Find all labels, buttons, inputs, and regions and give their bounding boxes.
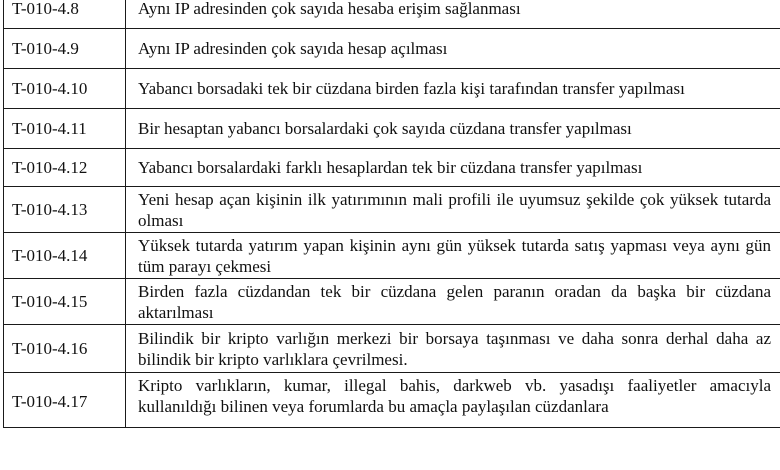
rule-code: T-010-4.11 — [4, 109, 126, 149]
rule-description: Kripto varlıkların, kumar, illegal bahis, darkweb vb. yasadışı faaliyetler amacıyla kullanıldığı bilinen veya forumlarda bu amaçla paylaşılan cüzdanlara — [126, 373, 780, 428]
rule-description: Bilindik bir kripto varlığın merkezi bir borsaya taşınması ve daha sonra derhal daha az bilindik bir kripto varlıklara çevrilmesi. — [126, 325, 780, 373]
suspicious-transaction-table — [3, 0, 780, 428]
rule-description: Aynı IP adresinden çok sayıda hesaba erişim sağlanması — [126, 0, 780, 29]
rule-description: Yüksek tutarda yatırım yapan kişinin aynı gün yüksek tutarda satış yapması veya aynı gün tüm parayı çekmesi — [126, 233, 780, 279]
rule-description: Yeni hesap açan kişinin ilk yatırımının mali profili ile uyumsuz şekilde çok yüksek tutarda olması — [126, 187, 780, 233]
rule-description: Birden fazla cüzdandan tek bir cüzdana gelen paranın oradan da başka bir cüzdana aktarılması — [126, 279, 780, 325]
table-row — [4, 279, 780, 325]
table-row — [4, 373, 780, 428]
rule-description: Bir hesaptan yabancı borsalardaki çok sayıda cüzdana transfer yapılması — [126, 109, 780, 149]
rule-description: Yabancı borsadaki tek bir cüzdana birden fazla kişi tarafından transfer yapılması — [126, 69, 780, 109]
table-row — [4, 187, 780, 233]
rule-code: T-010-4.9 — [4, 29, 126, 69]
rule-code: T-010-4.12 — [4, 149, 126, 187]
rule-code: T-010-4.8 — [4, 0, 126, 29]
rule-code: T-010-4.17 — [4, 373, 126, 428]
table-row — [4, 233, 780, 279]
table-row — [4, 69, 780, 109]
rule-code: T-010-4.13 — [4, 187, 126, 233]
table-row — [4, 149, 780, 187]
table-row — [4, 325, 780, 373]
table-row — [4, 0, 780, 29]
rule-description: Aynı IP adresinden çok sayıda hesap açılması — [126, 29, 780, 69]
table-row — [4, 29, 780, 69]
rule-code: T-010-4.14 — [4, 233, 126, 279]
rule-code: T-010-4.15 — [4, 279, 126, 325]
rule-description: Yabancı borsalardaki farklı hesaplardan tek bir cüzdana transfer yapılması — [126, 149, 780, 187]
rule-code: T-010-4.16 — [4, 325, 126, 373]
rule-code: T-010-4.10 — [4, 69, 126, 109]
table-row — [4, 109, 780, 149]
